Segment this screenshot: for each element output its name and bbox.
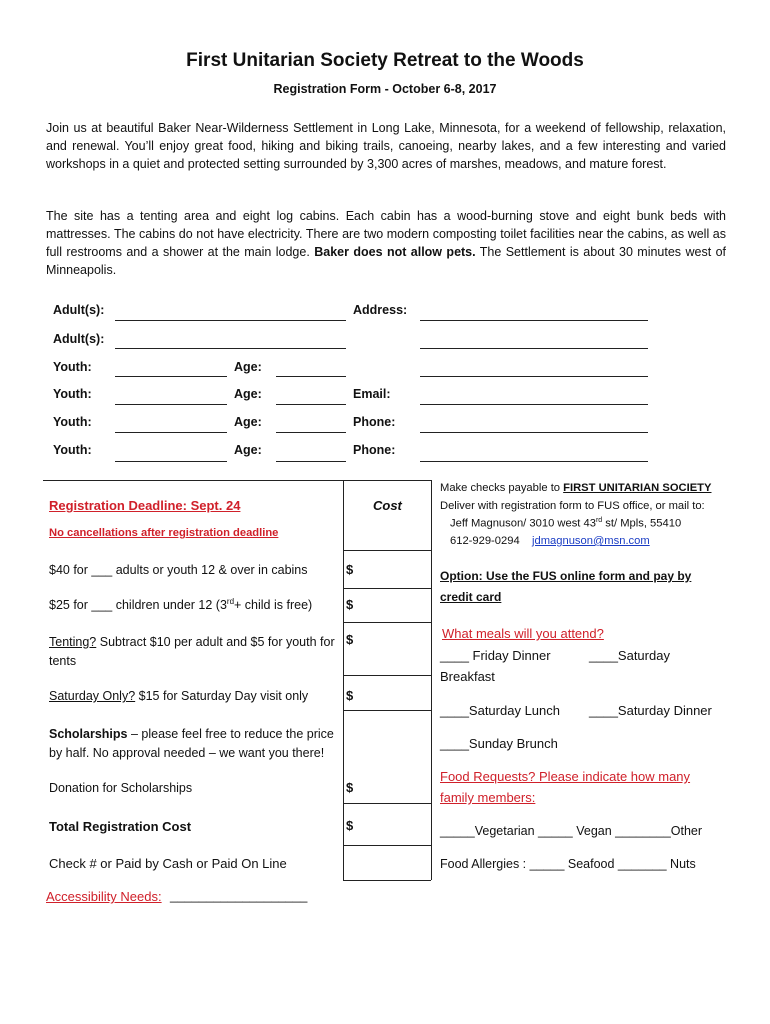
saturday-only-text: $15 for Saturday Day visit only bbox=[135, 689, 309, 703]
tenting-question: Tenting? bbox=[49, 635, 97, 649]
meal-saturday-dinner[interactable]: ____Saturday Dinner bbox=[589, 703, 712, 718]
accessibility-label: Accessibility Needs: bbox=[46, 889, 162, 904]
tenting-discount bbox=[49, 633, 339, 671]
saturday-only-cost[interactable]: $ bbox=[346, 688, 354, 703]
deliver-note: Deliver with registration form to FUS office, or mail to: bbox=[440, 500, 705, 512]
phone-label-1: Phone: bbox=[353, 415, 396, 429]
no-pets-note: Baker does not allow pets. bbox=[314, 245, 476, 259]
email-field[interactable] bbox=[420, 404, 648, 405]
youth-field-2[interactable] bbox=[115, 404, 227, 405]
checks-payee: FIRST UNITARIAN SOCIETY bbox=[563, 482, 712, 494]
registration-deadline: Registration Deadline: Sept. 24 bbox=[49, 498, 241, 513]
diet-options[interactable]: _____Vegetarian _____ Vegan ________Other bbox=[440, 824, 703, 838]
table-top-border bbox=[43, 480, 431, 481]
tenting-text: Subtract $10 per adult and $5 for youth for tents bbox=[49, 635, 335, 668]
child-cost[interactable]: $ bbox=[346, 597, 354, 612]
total-cost-label: Total Registration Cost bbox=[49, 819, 192, 834]
meals-question: What meals will you attend? bbox=[442, 626, 604, 641]
checks-payable-text: Make checks payable to bbox=[440, 482, 564, 494]
phone-label-2: Phone: bbox=[353, 443, 396, 457]
online-option-credit: credit card bbox=[440, 590, 502, 604]
page-subtitle: Registration Form - October 6-8, 2017 bbox=[273, 82, 497, 96]
table-bottom-border bbox=[343, 880, 431, 881]
online-option: Option: Use the FUS online form and pay by bbox=[440, 569, 692, 583]
phone-field-1[interactable] bbox=[420, 432, 648, 433]
meal-sunday-brunch[interactable]: ____Sunday Brunch bbox=[440, 736, 558, 751]
age-field-4[interactable] bbox=[276, 461, 346, 462]
intro-p2-text-c: The Settlement is about 30 minutes west of Minneapolis. bbox=[46, 245, 726, 277]
address-field-2[interactable] bbox=[420, 348, 648, 349]
age-field-3[interactable] bbox=[276, 432, 346, 433]
age-field-2[interactable] bbox=[276, 404, 346, 405]
adult-cabin-rate: $40 for ___ adults or youth 12 & over in cabins bbox=[49, 563, 308, 577]
age-label-4: Age: bbox=[234, 443, 262, 457]
mail-address bbox=[450, 517, 681, 530]
food-requests-label-2: family members: bbox=[440, 790, 536, 805]
cost-border-2 bbox=[343, 622, 431, 623]
no-cancellations-note: No cancellations after registration deadline bbox=[49, 527, 279, 539]
mail-address-b: st/ Mpls, 55410 bbox=[602, 517, 682, 530]
child-rate-sup: rd bbox=[226, 597, 235, 606]
contact-email-link[interactable]: jdmagnuson@msn.com bbox=[532, 535, 650, 547]
meal-friday-dinner[interactable]: ____ Friday Dinner bbox=[440, 648, 551, 663]
scholarships-label: Scholarships bbox=[49, 727, 128, 741]
cost-border-1 bbox=[343, 588, 431, 589]
child-rate bbox=[49, 597, 312, 612]
scholarships-text: – please feel free to reduce the price by half. No approval needed – we want you there! bbox=[49, 727, 334, 760]
table-divider-right bbox=[431, 480, 432, 880]
saturday-only-question: Saturday Only? bbox=[49, 689, 136, 703]
age-label-2: Age: bbox=[234, 387, 262, 401]
youth-field-1[interactable] bbox=[115, 376, 227, 377]
meal-saturday-breakfast[interactable]: ____Saturday bbox=[589, 648, 670, 663]
intro-paragraph-2 bbox=[46, 207, 726, 279]
mail-address-a: Jeff Magnuson/ 3010 west 43 bbox=[450, 517, 596, 530]
table-divider-left bbox=[343, 480, 344, 880]
adult-field-1[interactable] bbox=[115, 320, 346, 321]
contact-phone: 612-929-0294 bbox=[450, 535, 520, 547]
cost-header-border bbox=[343, 550, 431, 551]
email-label: Email: bbox=[353, 387, 391, 401]
youth-label-4: Youth: bbox=[53, 443, 92, 457]
address-label: Address: bbox=[353, 303, 408, 317]
cost-border-6 bbox=[343, 845, 431, 846]
adult-field-2[interactable] bbox=[115, 348, 346, 349]
address-field-1[interactable] bbox=[420, 320, 648, 321]
address-field-3[interactable] bbox=[420, 376, 648, 377]
total-cost[interactable]: $ bbox=[346, 818, 354, 833]
page-title: First Unitarian Society Retreat to the Woods bbox=[186, 50, 584, 71]
cost-border-3 bbox=[343, 675, 431, 676]
intro-paragraph-1: Join us at beautiful Baker Near-Wilderness Settlement in Long Lake, Minnesota, for a weekend of fellowship, relaxation, and renewal. You’ll enjoy great food, hiking and biking trails, canoeing, nearby lakes, and a few interesting and varied workshops in a quiet and protected setting surrounded by 3,300 acres of marshes, meadows, and mature forest. bbox=[46, 121, 726, 171]
youth-field-4[interactable] bbox=[115, 461, 227, 462]
checks-payable bbox=[440, 482, 711, 494]
donation-label: Donation for Scholarships bbox=[49, 781, 193, 795]
meal-breakfast-label: Breakfast bbox=[440, 669, 495, 684]
child-rate-text-b: + child is free) bbox=[234, 598, 313, 613]
age-label-3: Age: bbox=[234, 415, 262, 429]
adult-label-2: Adult(s): bbox=[53, 332, 105, 346]
intro-p2-text-a: The site has a tenting area and eight log cabins. Each cabin has a wood-burning stove and eight bunk beds with mattresses. The cabins do not have electricity. There are two modern composting toilet facilities near the cabins, as well as full restrooms and a shower at the main lodge. bbox=[46, 209, 726, 259]
accessibility-field[interactable]: ___________________ bbox=[170, 888, 308, 903]
mail-address-sup: rd bbox=[595, 517, 603, 524]
donation-cost[interactable]: $ bbox=[346, 780, 354, 795]
payment-method-label: Check # or Paid by Cash or Paid On Line bbox=[49, 856, 287, 871]
food-allergies[interactable]: Food Allergies : _____ Seafood _______ Nuts bbox=[440, 857, 696, 871]
age-label-1: Age: bbox=[234, 360, 262, 374]
youth-field-3[interactable] bbox=[115, 432, 227, 433]
tenting-cost[interactable]: $ bbox=[346, 632, 354, 647]
child-rate-text-a: $25 for ___ children under 12 (3 bbox=[49, 598, 227, 613]
cost-border-5 bbox=[343, 803, 431, 804]
scholarships-note bbox=[49, 725, 339, 763]
food-requests-label: Food Requests? Please indicate how many bbox=[440, 769, 691, 784]
cost-header: Cost bbox=[373, 498, 402, 513]
adult-cabin-cost[interactable]: $ bbox=[346, 562, 354, 577]
youth-label-2: Youth: bbox=[53, 387, 92, 401]
age-field-1[interactable] bbox=[276, 376, 346, 377]
youth-label-1: Youth: bbox=[53, 360, 92, 374]
phone-field-2[interactable] bbox=[420, 461, 648, 462]
youth-label-3: Youth: bbox=[53, 415, 92, 429]
saturday-only-rate bbox=[49, 689, 308, 703]
cost-border-4 bbox=[343, 710, 431, 711]
meal-saturday-lunch[interactable]: ____Saturday Lunch bbox=[440, 703, 560, 718]
adult-label-1: Adult(s): bbox=[53, 303, 105, 317]
